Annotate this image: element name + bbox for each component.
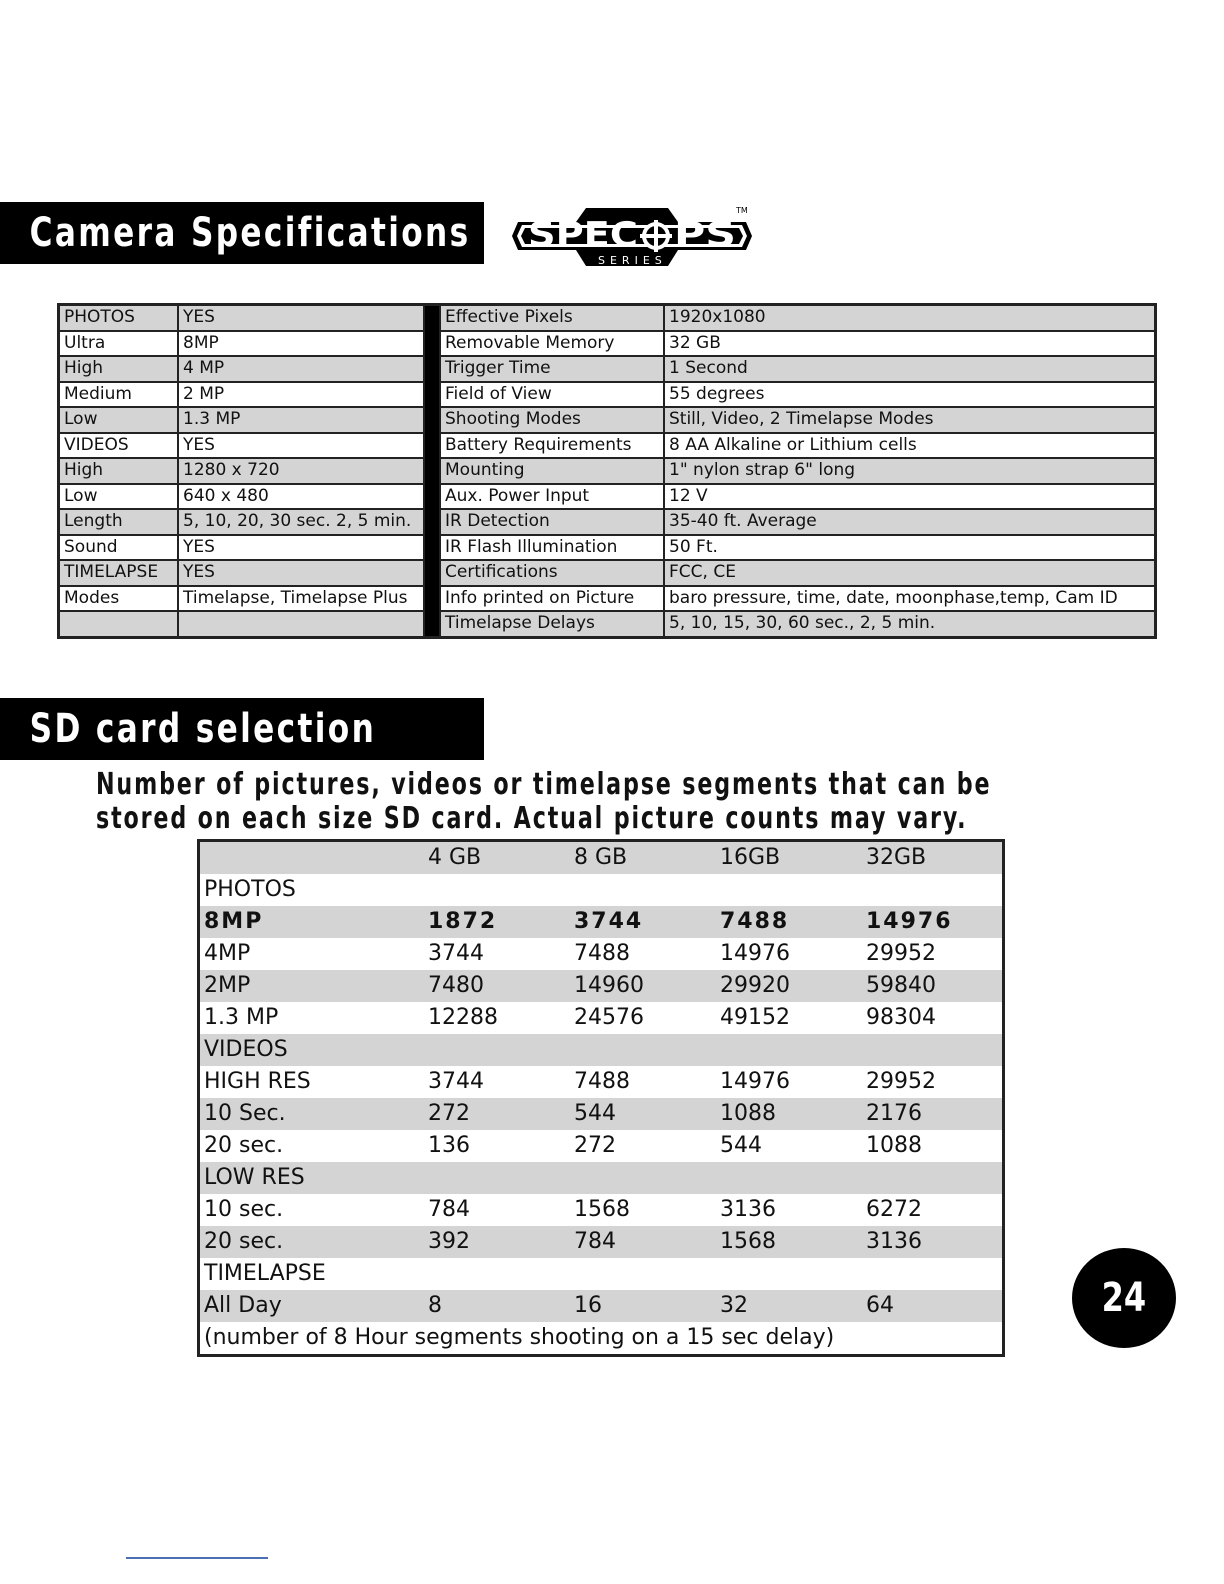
sd-cell bbox=[424, 1258, 570, 1290]
sd-cell bbox=[862, 874, 1004, 906]
sd-cell: VIDEOS bbox=[199, 1034, 425, 1066]
spec-cell: 5, 10, 15, 30, 60 sec., 2, 5 min. bbox=[664, 611, 1156, 637]
spec-cell: Mounting bbox=[440, 458, 664, 484]
spec-separator bbox=[424, 407, 440, 433]
sd-cell: 7488 bbox=[570, 1066, 716, 1098]
spec-cell: Field of View bbox=[440, 382, 664, 408]
page-number-badge bbox=[1072, 1248, 1176, 1348]
sd-footnote-row bbox=[199, 1322, 1004, 1356]
spec-cell: Timelapse Delays bbox=[440, 611, 664, 637]
sd-cell: 1568 bbox=[716, 1226, 862, 1258]
spec-row bbox=[59, 382, 1156, 408]
sd-cell: 8MP bbox=[199, 906, 425, 938]
spec-cell: FCC, CE bbox=[664, 560, 1156, 586]
sd-footnote: (number of 8 Hour segments shooting on a 15 sec delay) bbox=[199, 1322, 1004, 1356]
sd-cell: 272 bbox=[424, 1098, 570, 1130]
sd-cell: 20 sec. bbox=[199, 1226, 425, 1258]
sd-row bbox=[199, 1258, 1004, 1290]
spec-separator bbox=[424, 382, 440, 408]
sd-cell bbox=[862, 1258, 1004, 1290]
spec-cell: Certifications bbox=[440, 560, 664, 586]
spec-separator bbox=[424, 509, 440, 535]
spec-cell: Removable Memory bbox=[440, 331, 664, 357]
spec-cell: Aux. Power Input bbox=[440, 484, 664, 510]
logo-ps-text: PS bbox=[674, 215, 736, 255]
spec-cell: Low bbox=[59, 407, 179, 433]
spec-cell: Length bbox=[59, 509, 179, 535]
sd-cell: HIGH RES bbox=[199, 1066, 425, 1098]
camera-specs-banner bbox=[0, 202, 484, 264]
spec-cell: IR Detection bbox=[440, 509, 664, 535]
sd-card-heading: SD card selection bbox=[29, 706, 377, 752]
sd-cell: 3744 bbox=[424, 938, 570, 970]
sd-cell: PHOTOS bbox=[199, 874, 425, 906]
spec-separator bbox=[424, 586, 440, 612]
sd-cell bbox=[424, 874, 570, 906]
spec-separator bbox=[424, 356, 440, 382]
sd-cell: 20 sec. bbox=[199, 1130, 425, 1162]
spec-row bbox=[59, 407, 1156, 433]
sd-cell: 14960 bbox=[570, 970, 716, 1002]
spec-separator bbox=[424, 458, 440, 484]
sd-cell: 3744 bbox=[570, 906, 716, 938]
spec-cell: YES bbox=[178, 535, 424, 561]
spec-cell: High bbox=[59, 458, 179, 484]
spec-cell: High bbox=[59, 356, 179, 382]
spec-cell: Low bbox=[59, 484, 179, 510]
sd-cell bbox=[716, 1258, 862, 1290]
sd-row bbox=[199, 1130, 1004, 1162]
sd-cell: 272 bbox=[570, 1130, 716, 1162]
sd-row bbox=[199, 874, 1004, 906]
sd-cell: 10 sec. bbox=[199, 1194, 425, 1226]
sd-cell: 8 bbox=[424, 1290, 570, 1322]
sd-card-banner bbox=[0, 698, 484, 760]
spec-cell: 12 V bbox=[664, 484, 1156, 510]
sd-cell bbox=[570, 1034, 716, 1066]
spec-cell: TIMELAPSE bbox=[59, 560, 179, 586]
sd-row bbox=[199, 1098, 1004, 1130]
sd-cell: 1568 bbox=[570, 1194, 716, 1226]
sd-cell: 136 bbox=[424, 1130, 570, 1162]
logo-series-text: SERIES bbox=[598, 254, 667, 267]
sd-cell bbox=[570, 874, 716, 906]
spec-cell: 1920x1080 bbox=[664, 305, 1156, 331]
sd-cell: 14976 bbox=[716, 938, 862, 970]
sd-cell: 14976 bbox=[862, 906, 1004, 938]
sd-cell bbox=[716, 1034, 862, 1066]
spec-row bbox=[59, 611, 1156, 637]
sd-row bbox=[199, 1002, 1004, 1034]
sd-row bbox=[199, 1226, 1004, 1258]
sd-row bbox=[199, 1066, 1004, 1098]
sd-cell: 7488 bbox=[570, 938, 716, 970]
sd-cell: 3744 bbox=[424, 1066, 570, 1098]
spec-cell: YES bbox=[178, 433, 424, 459]
sd-cell bbox=[424, 1034, 570, 1066]
sd-cell bbox=[716, 874, 862, 906]
sd-cell: 16 bbox=[570, 1290, 716, 1322]
sd-cell: 1.3 MP bbox=[199, 1002, 425, 1034]
sd-header-row bbox=[199, 841, 1004, 875]
sd-cell: 1088 bbox=[716, 1098, 862, 1130]
spec-cell: Battery Requirements bbox=[440, 433, 664, 459]
sd-row bbox=[199, 970, 1004, 1002]
spec-row bbox=[59, 560, 1156, 586]
sd-header-cell: 4 GB bbox=[424, 841, 570, 875]
spec-cell: Ultra bbox=[59, 331, 179, 357]
spec-cell: 1280 x 720 bbox=[178, 458, 424, 484]
sd-cell bbox=[862, 1162, 1004, 1194]
sd-cell: 29952 bbox=[862, 1066, 1004, 1098]
sd-cell: 1872 bbox=[424, 906, 570, 938]
spec-row bbox=[59, 586, 1156, 612]
sd-cell: 784 bbox=[570, 1226, 716, 1258]
spec-ops-logo bbox=[506, 200, 760, 272]
spec-cell: 55 degrees bbox=[664, 382, 1156, 408]
sd-cell: 544 bbox=[716, 1130, 862, 1162]
sd-cell: 3136 bbox=[862, 1226, 1004, 1258]
sd-header-cell bbox=[199, 841, 425, 875]
logo-tm-text: TM bbox=[736, 206, 748, 215]
spec-cell: 1.3 MP bbox=[178, 407, 424, 433]
spec-row bbox=[59, 433, 1156, 459]
sd-cell bbox=[570, 1162, 716, 1194]
spec-cell bbox=[59, 611, 179, 637]
page-number: 24 bbox=[1101, 1275, 1147, 1321]
spec-cell: Medium bbox=[59, 382, 179, 408]
sd-cell bbox=[862, 1034, 1004, 1066]
sd-row bbox=[199, 1290, 1004, 1322]
spec-cell: 640 x 480 bbox=[178, 484, 424, 510]
sd-cell bbox=[570, 1258, 716, 1290]
spec-cell: IR Flash Illumination bbox=[440, 535, 664, 561]
sd-cell: 98304 bbox=[862, 1002, 1004, 1034]
spec-cell: Timelapse, Timelapse Plus bbox=[178, 586, 424, 612]
spec-cell: 1 Second bbox=[664, 356, 1156, 382]
sd-cell: 29920 bbox=[716, 970, 862, 1002]
sd-header-cell: 32GB bbox=[862, 841, 1004, 875]
spec-cell: 1" nylon strap 6" long bbox=[664, 458, 1156, 484]
spec-cell: Effective Pixels bbox=[440, 305, 664, 331]
spec-row bbox=[59, 535, 1156, 561]
spec-cell: 8 AA Alkaline or Lithium cells bbox=[664, 433, 1156, 459]
sd-cell: 544 bbox=[570, 1098, 716, 1130]
sd-cell: 49152 bbox=[716, 1002, 862, 1034]
sd-cell: 7480 bbox=[424, 970, 570, 1002]
spec-row bbox=[59, 458, 1156, 484]
sd-cell: 10 Sec. bbox=[199, 1098, 425, 1130]
spec-cell: 2 MP bbox=[178, 382, 424, 408]
sd-cell: 1088 bbox=[862, 1130, 1004, 1162]
spec-cell: 5, 10, 20, 30 sec. 2, 5 min. bbox=[178, 509, 424, 535]
sd-row bbox=[199, 1162, 1004, 1194]
sd-cell: 59840 bbox=[862, 970, 1004, 1002]
spec-cell: 50 Ft. bbox=[664, 535, 1156, 561]
footer-line bbox=[126, 1557, 268, 1559]
camera-specs-heading: Camera Specifications bbox=[29, 210, 471, 256]
sd-cell: 24576 bbox=[570, 1002, 716, 1034]
spec-row bbox=[59, 331, 1156, 357]
spec-cell: PHOTOS bbox=[59, 305, 179, 331]
sd-cell: 2MP bbox=[199, 970, 425, 1002]
spec-cell: 8MP bbox=[178, 331, 424, 357]
spec-separator bbox=[424, 433, 440, 459]
sd-cell: 29952 bbox=[862, 938, 1004, 970]
sd-cell bbox=[716, 1162, 862, 1194]
spec-separator bbox=[424, 560, 440, 586]
spec-row bbox=[59, 484, 1156, 510]
sd-cell: All Day bbox=[199, 1290, 425, 1322]
spec-cell: VIDEOS bbox=[59, 433, 179, 459]
spec-cell: Sound bbox=[59, 535, 179, 561]
sd-row bbox=[199, 906, 1004, 938]
sd-cell: 6272 bbox=[862, 1194, 1004, 1226]
sd-cell: LOW RES bbox=[199, 1162, 425, 1194]
sd-cell: 392 bbox=[424, 1226, 570, 1258]
spec-separator bbox=[424, 331, 440, 357]
sd-row bbox=[199, 1194, 1004, 1226]
spec-table bbox=[57, 303, 1157, 639]
spec-cell: 4 MP bbox=[178, 356, 424, 382]
spec-cell: Shooting Modes bbox=[440, 407, 664, 433]
spec-row bbox=[59, 305, 1156, 331]
spec-separator bbox=[424, 535, 440, 561]
sd-cell bbox=[424, 1162, 570, 1194]
sd-cell: 2176 bbox=[862, 1098, 1004, 1130]
spec-cell: baro pressure, time, date, moonphase,temp, Cam ID bbox=[664, 586, 1156, 612]
spec-row bbox=[59, 509, 1156, 535]
spec-cell: Info printed on Picture bbox=[440, 586, 664, 612]
sd-cell: 32 bbox=[716, 1290, 862, 1322]
spec-cell: 32 GB bbox=[664, 331, 1156, 357]
sd-cell: TIMELAPSE bbox=[199, 1258, 425, 1290]
sd-cell: 784 bbox=[424, 1194, 570, 1226]
sd-header-cell: 8 GB bbox=[570, 841, 716, 875]
sd-table bbox=[197, 839, 1005, 1357]
spec-cell: Modes bbox=[59, 586, 179, 612]
spec-separator bbox=[424, 611, 440, 637]
sd-cell: 64 bbox=[862, 1290, 1004, 1322]
sd-header-cell: 16GB bbox=[716, 841, 862, 875]
spec-separator bbox=[424, 305, 440, 331]
spec-cell bbox=[178, 611, 424, 637]
logo-spec-text: SPEC bbox=[528, 215, 638, 255]
sd-cell: 14976 bbox=[716, 1066, 862, 1098]
spec-separator bbox=[424, 484, 440, 510]
sd-row bbox=[199, 938, 1004, 970]
sd-description: Number of pictures, videos or timelapse segments that can be stored on each size SD card. Actual picture counts may vary. bbox=[96, 767, 992, 836]
spec-cell: Trigger Time bbox=[440, 356, 664, 382]
spec-cell: 35-40 ft. Average bbox=[664, 509, 1156, 535]
spec-cell: YES bbox=[178, 560, 424, 586]
spec-cell: Still, Video, 2 Timelapse Modes bbox=[664, 407, 1156, 433]
sd-cell: 12288 bbox=[424, 1002, 570, 1034]
spec-row bbox=[59, 356, 1156, 382]
sd-cell: 4MP bbox=[199, 938, 425, 970]
sd-row bbox=[199, 1034, 1004, 1066]
sd-cell: 7488 bbox=[716, 906, 862, 938]
spec-cell: YES bbox=[178, 305, 424, 331]
sd-cell: 3136 bbox=[716, 1194, 862, 1226]
